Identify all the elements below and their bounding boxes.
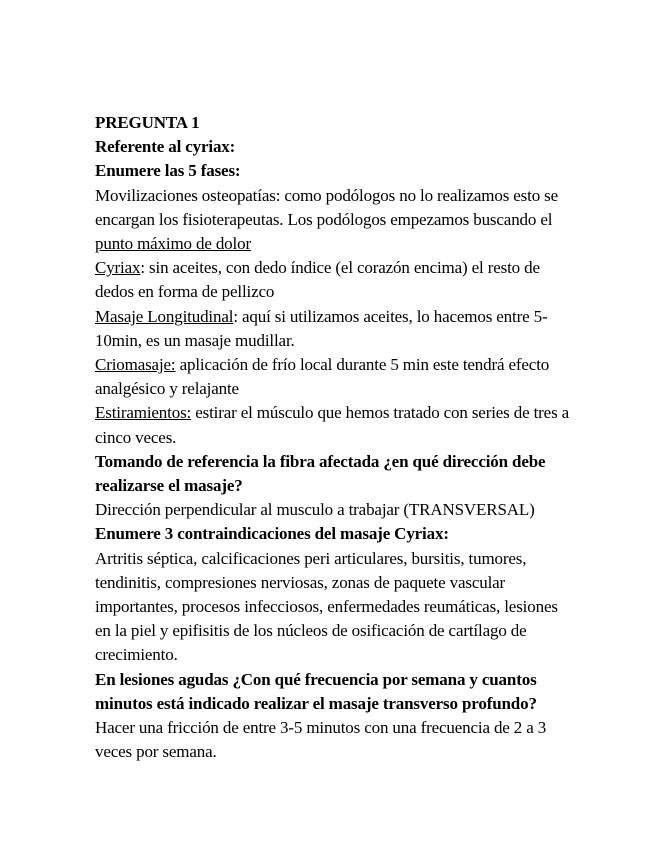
phase-5-text: estirar el músculo que hemos tratado con series de tres a cinco veces. [95,403,570,447]
phase-2-label: Cyriax [95,258,141,278]
phase-2-paragraph [95,256,575,304]
phase-3-paragraph [95,305,575,353]
phase-1-text: Movilizaciones osteopatías: como podólogos no lo realizamos esto se encargan los fisioterapeutas. Los podólogos empezamos buscando el [95,185,559,229]
phase-3-label: Masaje Longitudinal [95,306,234,326]
phase-2-text: : sin aceites, con dedo índice (el corazón encima) el resto de dedos en forma de pellizco [95,258,540,302]
phase-3-text: : aquí si utilizamos aceites, lo hacemos entre 5-10min, es un masaje mudillar. [95,306,548,350]
phase-1-underlined-term: punto máximo de dolor [95,234,251,254]
page-title: PREGUNTA 1 [95,113,200,132]
answer-4: Hacer una fricción de entre 3-5 minutos con una frecuencia de 2 a 3 veces por semana. [95,718,547,762]
question-4: En lesiones agudas ¿Con qué frecuencia por semana y cuantos minutos está indicado realizar el masaje transverso profundo? [95,669,537,713]
phase-5-label: Estiramientos: [95,403,192,423]
section-subtitle: Referente al cyriax: [95,137,236,157]
phase-1-paragraph [95,184,575,257]
answer-2: Dirección perpendicular al musculo a trabajar (TRANSVERSAL) [95,500,535,520]
document-page [95,111,575,764]
question-2: Tomando de referencia la fibra afectada ¿en qué dirección debe realizarse el masaje? [95,451,546,496]
question-1: Enumere las 5 fases: [95,161,241,181]
question-3: Enumere 3 contraindicaciones del masaje Cyriax: [95,524,449,544]
phase-4-text: aplicación de frío local durante 5 min este tendrá efecto analgésico y relajante [95,355,550,399]
phase-4-label: Criomasaje: [95,355,176,375]
phase-5-paragraph [95,401,575,449]
phase-4-paragraph [95,353,575,401]
answer-3: Artritis séptica, calcificaciones peri articulares, bursitis, tumores, tendinitis, compresiones nerviosas, zonas de paquete vascular importantes, procesos infecciosos, enfermedades reumáticas, lesiones en la piel y epifisitis de los núcleos de osificación de cartílago de crecimiento. [95,548,558,665]
